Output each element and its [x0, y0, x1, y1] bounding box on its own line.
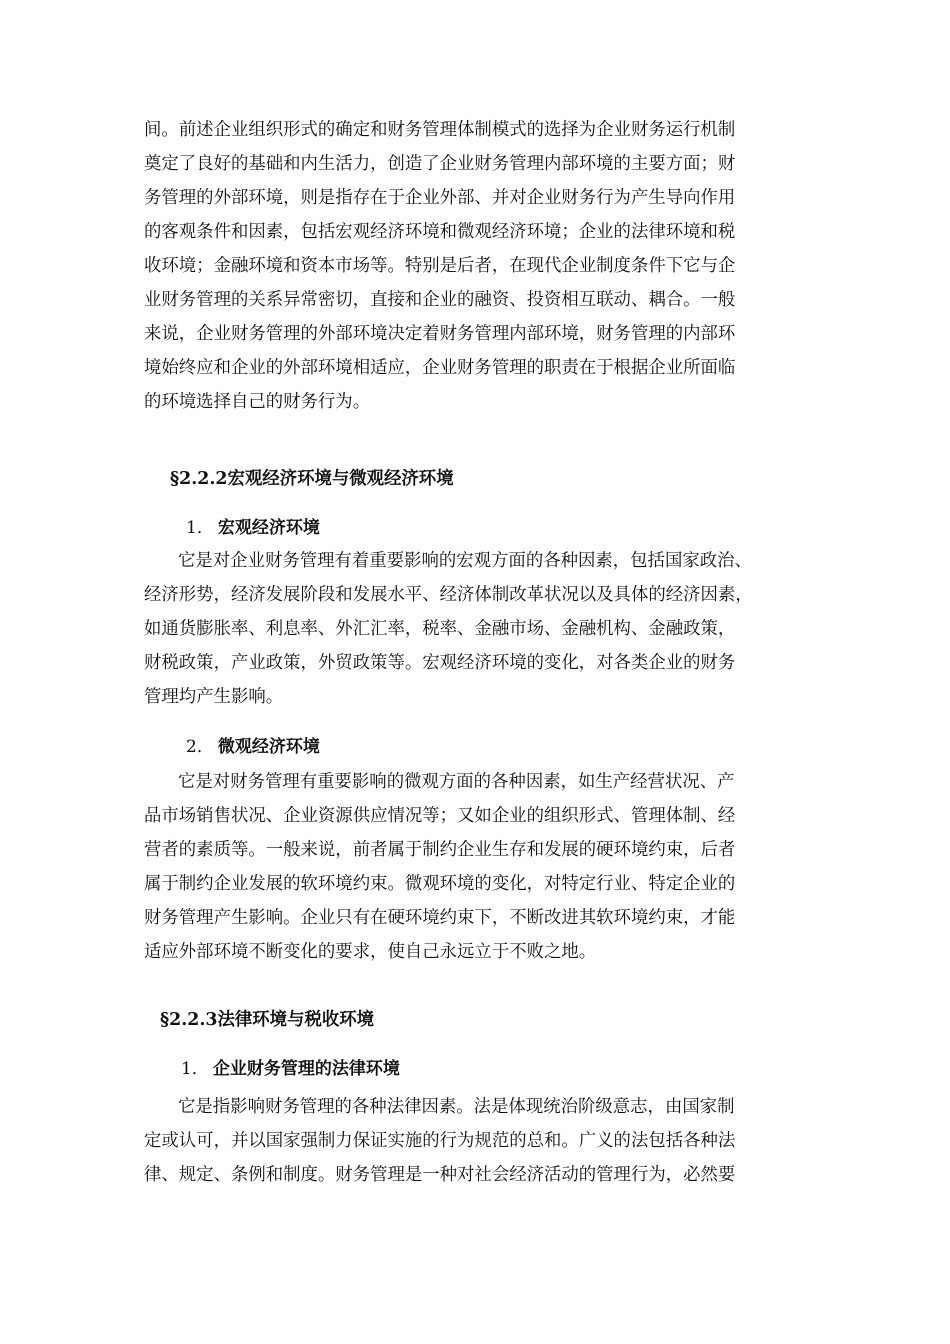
- text-line: 如通货膨胀率、利息率、外汇汇率，税率、金融市场、金融机构、金融政策，: [144, 619, 736, 639]
- text-line: 经济形势，经济发展阶段和发展水平、经济体制改革状况以及具体的经济因素，: [144, 585, 753, 605]
- text-line: 它是对财务管理有重要影响的微观方面的各种因素，如生产经营状况、产: [178, 772, 735, 792]
- subsection-number: 1．: [181, 1059, 209, 1079]
- text-line: 律、规定、条例和制度。财务管理是一种对社会经济活动的管理行为，必然要: [144, 1165, 736, 1185]
- section-heading: §2.2.2宏观经济环境与微观经济环境: [170, 469, 454, 489]
- intro-paragraph: [144, 113, 804, 419]
- text-line: 管理均产生影响。: [144, 687, 284, 707]
- text-line: 间。前述企业组织形式的确定和财务管理体制模式的选择为企业财务运行机制: [144, 120, 736, 140]
- text-line: 它是指影响财务管理的各种法律因素。法是体现统治阶级意志，由国家制: [178, 1097, 735, 1117]
- text-line: 务管理的外部环境，则是指存在于企业外部、并对企业财务行为产生导向作用: [144, 188, 736, 208]
- text-line: 属于制约企业发展的软环境约束。微观环境的变化，对特定行业、特定企业的: [144, 874, 736, 894]
- text-line: 品市场销售状况、企业资源供应情况等；又如企业的组织形式、管理体制、经: [144, 806, 736, 826]
- text-line: 财税政策，产业政策，外贸政策等。宏观经济环境的变化，对各类企业的财务: [144, 653, 736, 673]
- text-line: 的客观条件和因素，包括宏观经济环境和微观经济环境；企业的法律环境和税: [144, 222, 736, 242]
- subsection-title: 企业财务管理的法律环境: [212, 1059, 400, 1079]
- subsection-title: 微观经济环境: [217, 737, 320, 757]
- text-line: 业财务管理的关系异常密切，直接和企业的融资、投资相互联动、耦合。一般: [144, 290, 736, 310]
- text-line: 的环境选择自己的财务行为。: [144, 392, 371, 412]
- subsection-heading: [186, 732, 320, 762]
- text-line: 财务管理产生影响。企业只有在硬环境约束下，不断改进其软环境约束，才能: [144, 908, 736, 928]
- text-line: 适应外部环境不断变化的要求，使自己永远立于不败之地。: [144, 942, 597, 962]
- text-line: 它是对企业财务管理有着重要影响的宏观方面的各种因素，包括国家政治、: [178, 551, 752, 571]
- text-line: 境始终应和企业的外部环境相适应，企业财务管理的职责在于根据企业所面临: [144, 358, 736, 378]
- text-line: 奠定了良好的基础和内生活力，创造了企业财务管理内部环境的主要方面；财: [144, 154, 736, 174]
- subsection-title: 宏观经济环境: [217, 518, 320, 538]
- text-line: 定或认可，并以国家强制力保证实施的行为规范的总和。广义的法包括各种法: [144, 1131, 736, 1151]
- text-line: 来说，企业财务管理的外部环境决定着财务管理内部环境，财务管理的内部环: [144, 324, 736, 344]
- subsection-number: 1．: [186, 518, 214, 538]
- subsection-heading: [186, 513, 320, 543]
- text-line: 营者的素质等。一般来说，前者属于制约企业生存和发展的硬环境约束，后者: [144, 840, 736, 860]
- legal-paragraph: [144, 1090, 804, 1192]
- subsection-heading: [181, 1054, 400, 1084]
- text-line: 收环境；金融环境和资本市场等。特别是后者，在现代企业制度条件下它与企: [144, 256, 736, 276]
- macro-paragraph: [144, 544, 804, 714]
- micro-paragraph: [144, 765, 804, 969]
- section-heading: §2.2.3法律环境与税收环境: [160, 1010, 375, 1030]
- subsection-number: 2．: [186, 737, 214, 757]
